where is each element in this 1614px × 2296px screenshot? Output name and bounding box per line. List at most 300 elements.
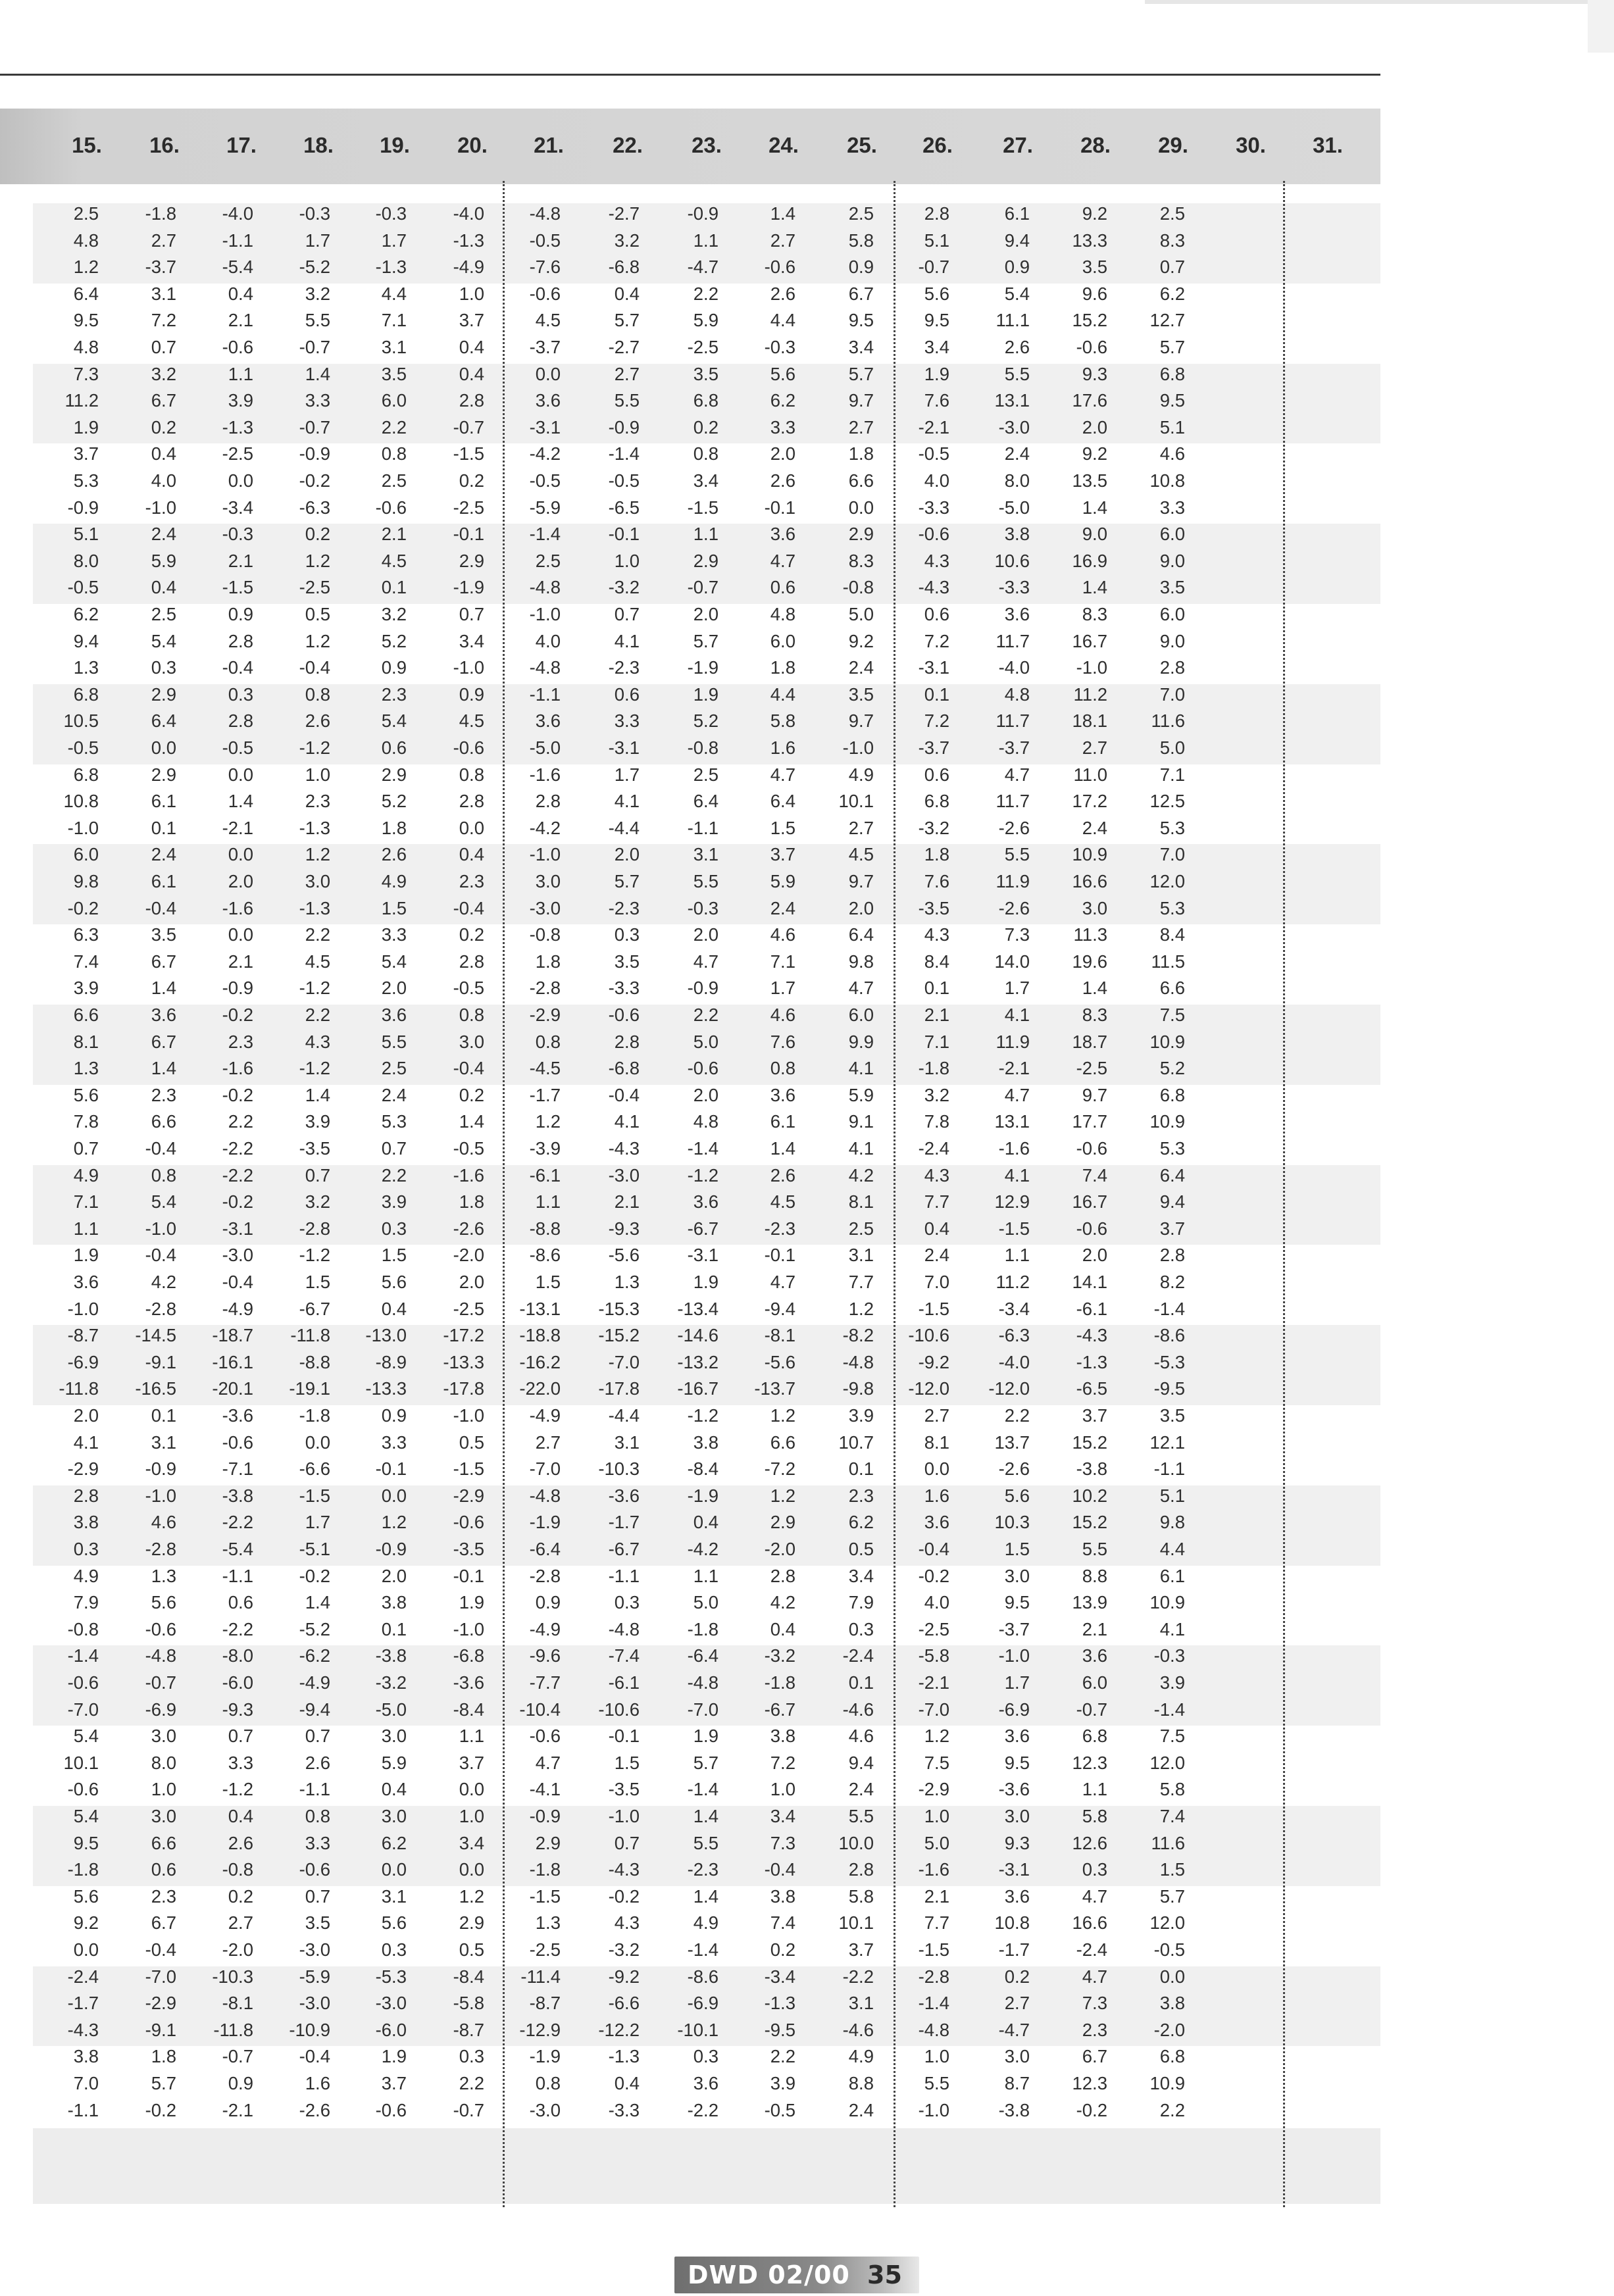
table-cell: -1.0 xyxy=(608,1806,640,1826)
table-cell: -1.4 xyxy=(687,1779,719,1800)
table-footer-band xyxy=(33,2128,1380,2204)
table-cell: -0.1 xyxy=(375,1459,407,1480)
table-cell: 0.3 xyxy=(381,1218,407,1239)
table-cell: -0.5 xyxy=(222,737,253,758)
table-cell: 9.5 xyxy=(73,310,99,331)
table-cell: 3.7 xyxy=(459,310,484,331)
table-cell: -0.9 xyxy=(299,443,330,464)
table-cell: 1.4 xyxy=(1082,577,1107,598)
table-cell: 3.0 xyxy=(151,1726,176,1747)
table-cell: -0.5 xyxy=(67,577,99,598)
table-cell: -1.0 xyxy=(918,2099,949,2120)
table-cell: -0.8 xyxy=(687,737,719,758)
table-cell: -18.7 xyxy=(212,1325,253,1346)
table-cell: 2.3 xyxy=(381,684,407,705)
table-cell: -2.7 xyxy=(608,337,640,357)
table-cell: -0.7 xyxy=(222,2046,253,2067)
table-cell: 2.5 xyxy=(381,470,407,491)
table-cell: 16.6 xyxy=(1072,871,1107,891)
table-cell: -6.3 xyxy=(299,497,330,518)
table-cell: 1.5 xyxy=(1159,1859,1185,1880)
table-cell: 2.7 xyxy=(770,230,795,251)
table-cell: -0.2 xyxy=(918,1565,949,1586)
table-cell: 3.6 xyxy=(770,524,795,545)
table-cell: 3.7 xyxy=(73,443,99,464)
table-cell: 1.5 xyxy=(770,817,795,838)
table-cell: 7.7 xyxy=(848,1272,874,1292)
table-cell: -0.3 xyxy=(764,337,795,357)
table-cell: 5.7 xyxy=(848,363,874,384)
table-cell: -1.1 xyxy=(608,1565,640,1586)
table-cell: -6.7 xyxy=(299,1298,330,1319)
table-cell: -6.5 xyxy=(1076,1378,1107,1399)
table-cell: -0.8 xyxy=(529,924,561,945)
table-cell: -1.0 xyxy=(145,1485,176,1506)
table-cell: 2.8 xyxy=(770,1565,795,1586)
table-cell: -2.1 xyxy=(222,817,253,838)
table-cell: 3.4 xyxy=(924,337,949,357)
table-cell: 6.8 xyxy=(73,764,99,785)
table-cell: 1.0 xyxy=(305,764,330,785)
table-cell: 6.8 xyxy=(1159,363,1185,384)
table-cell: 0.4 xyxy=(381,1298,407,1319)
table-cell: 2.1 xyxy=(1082,1618,1107,1639)
table-cell: 1.0 xyxy=(614,550,640,571)
table-cell: 0.1 xyxy=(381,577,407,598)
table-cell: 0.2 xyxy=(770,1939,795,1960)
table-cell: -2.2 xyxy=(687,2099,719,2120)
table-cell: 4.6 xyxy=(770,924,795,945)
table-cell: 2.6 xyxy=(305,1752,330,1773)
table-cell: 0.4 xyxy=(228,1806,253,1826)
table-cell: 3.2 xyxy=(614,230,640,251)
table-cell: 3.5 xyxy=(1159,577,1185,598)
table-cell: -0.8 xyxy=(222,1859,253,1880)
table-cell: 0.6 xyxy=(924,604,949,624)
table-cell: -2.6 xyxy=(998,1459,1030,1480)
table-cell: -3.4 xyxy=(998,1298,1030,1319)
table-cell: 1.8 xyxy=(459,1191,484,1212)
table-cell: -10.6 xyxy=(908,1325,949,1346)
table-cell: 17.7 xyxy=(1072,1111,1107,1132)
table-cell: 2.7 xyxy=(535,1432,561,1453)
table-cell: -2.0 xyxy=(1153,2019,1185,2040)
table-cell: -3.8 xyxy=(375,1645,407,1666)
table-cell: 5.9 xyxy=(770,871,795,891)
day-header-26: 26. xyxy=(922,133,953,157)
table-cell: 0.0 xyxy=(924,1459,949,1480)
table-cell: 2.0 xyxy=(693,924,719,945)
table-cell: -2.1 xyxy=(998,1058,1030,1079)
table-cell: -13.2 xyxy=(677,1351,719,1372)
table-cell: -4.9 xyxy=(222,1298,253,1319)
table-cell: 3.8 xyxy=(693,1432,719,1453)
day-header-21: 21. xyxy=(534,133,564,157)
table-cell: -0.6 xyxy=(145,1618,176,1639)
table-cell: 6.1 xyxy=(1004,203,1030,224)
table-cell: -2.8 xyxy=(918,1966,949,1987)
table-cell: -4.8 xyxy=(529,1485,561,1506)
table-cell: 5.7 xyxy=(693,1752,719,1773)
table-cell: 0.9 xyxy=(535,1592,561,1613)
table-cell: 1.9 xyxy=(381,2046,407,2067)
table-cell: 9.5 xyxy=(924,310,949,331)
table-cell: 13.3 xyxy=(1072,230,1107,251)
table-cell: 5.0 xyxy=(1159,737,1185,758)
table-cell: 4.5 xyxy=(381,550,407,571)
table-cell: 1.3 xyxy=(73,657,99,678)
table-cell: 3.7 xyxy=(1082,1405,1107,1426)
table-cell: -2.5 xyxy=(1076,1058,1107,1079)
table-cell: 5.5 xyxy=(924,2073,949,2093)
table-cell: 6.0 xyxy=(1159,524,1185,545)
table-cell: -1.8 xyxy=(529,1859,561,1880)
table-cell: 2.2 xyxy=(1159,2099,1185,2120)
table-cell: -10.9 xyxy=(289,2019,330,2040)
table-cell: 0.0 xyxy=(459,1779,484,1800)
table-cell: 1.4 xyxy=(1082,978,1107,999)
table-cell: 3.8 xyxy=(1159,1993,1185,2014)
table-cell: -1.0 xyxy=(453,657,484,678)
table-cell: -9.8 xyxy=(842,1378,874,1399)
table-cell: 2.6 xyxy=(770,470,795,491)
table-cell: 7.6 xyxy=(770,1031,795,1052)
table-cell: 11.5 xyxy=(1151,951,1185,972)
table-cell: -4.9 xyxy=(299,1672,330,1693)
table-cell: -0.6 xyxy=(1076,337,1107,357)
table-cell: 5.8 xyxy=(848,230,874,251)
table-cell: -4.7 xyxy=(687,257,719,278)
table-cell: 5.2 xyxy=(381,791,407,812)
table-cell: -0.7 xyxy=(453,416,484,437)
table-cell: 3.5 xyxy=(693,363,719,384)
table-cell: -0.6 xyxy=(67,1779,99,1800)
table-cell: 8.0 xyxy=(1004,470,1030,491)
table-cell: -4.6 xyxy=(842,2019,874,2040)
table-cell: 0.7 xyxy=(228,1726,253,1747)
table-cell: -15.2 xyxy=(598,1325,640,1346)
table-cell: 3.6 xyxy=(535,390,561,411)
table-cell: -3.0 xyxy=(998,416,1030,437)
day-header-23: 23. xyxy=(692,133,722,157)
table-cell: 11.2 xyxy=(996,1272,1030,1292)
table-cell: -2.3 xyxy=(608,897,640,918)
table-cell: -2.5 xyxy=(222,443,253,464)
table-cell: 2.4 xyxy=(848,2099,874,2120)
table-cell: 2.2 xyxy=(693,283,719,304)
table-cell: 8.8 xyxy=(848,2073,874,2093)
table-cell: 6.6 xyxy=(1159,978,1185,999)
day-header-19: 19. xyxy=(380,133,410,157)
table-cell: 5.0 xyxy=(693,1031,719,1052)
table-cell: 16.7 xyxy=(1072,630,1107,651)
day-header-20: 20. xyxy=(457,133,488,157)
table-cell: -4.8 xyxy=(687,1672,719,1693)
table-cell: -0.7 xyxy=(145,1672,176,1693)
table-cell: 0.5 xyxy=(305,604,330,624)
table-cell: 4.6 xyxy=(1159,443,1185,464)
table-cell: 6.0 xyxy=(1082,1672,1107,1693)
table-cell: -5.4 xyxy=(222,257,253,278)
table-cell: -0.7 xyxy=(299,337,330,357)
table-cell: 1.4 xyxy=(459,1111,484,1132)
table-cell: -3.4 xyxy=(222,497,253,518)
table-cell: 1.7 xyxy=(381,230,407,251)
table-cell: -2.6 xyxy=(998,897,1030,918)
table-cell: -2.2 xyxy=(842,1966,874,1987)
table-cell: 3.7 xyxy=(848,1939,874,1960)
table-cell: 8.0 xyxy=(151,1752,176,1773)
table-cell: 2.5 xyxy=(848,203,874,224)
table-cell: -12.2 xyxy=(598,2019,640,2040)
table-cell: -5.8 xyxy=(453,1993,484,2014)
table-cell: -0.1 xyxy=(608,1726,640,1747)
table-cell: -13.3 xyxy=(443,1351,484,1372)
table-cell: 2.2 xyxy=(228,1111,253,1132)
table-cell: 13.5 xyxy=(1072,470,1107,491)
table-cell: 3.7 xyxy=(459,1752,484,1773)
table-cell: 3.7 xyxy=(770,844,795,865)
table-cell: -10.6 xyxy=(598,1699,640,1720)
table-cell: -6.7 xyxy=(764,1699,795,1720)
table-cell: -1.4 xyxy=(1153,1298,1185,1319)
publication-label: DWD 02/00 xyxy=(688,2260,850,2289)
table-cell: 7.4 xyxy=(1082,1164,1107,1185)
table-cell: -6.0 xyxy=(222,1672,253,1693)
table-cell: 1.5 xyxy=(305,1272,330,1292)
table-cell: -0.4 xyxy=(145,1138,176,1159)
table-cell: -3.0 xyxy=(222,1245,253,1266)
table-cell: 2.7 xyxy=(228,1912,253,1934)
day-header-29: 29. xyxy=(1158,133,1188,157)
table-cell: -2.4 xyxy=(918,1138,949,1159)
table-cell: -0.4 xyxy=(222,1272,253,1292)
table-cell: 3.3 xyxy=(614,711,640,732)
table-cell: -11.8 xyxy=(213,2019,253,2040)
table-cell: -2.7 xyxy=(608,203,640,224)
table-cell: 13.9 xyxy=(1072,1592,1107,1613)
table-cell: 2.8 xyxy=(459,791,484,812)
table-cell: 18.7 xyxy=(1072,1031,1107,1052)
table-cell: 0.0 xyxy=(228,844,253,865)
table-cell: 1.3 xyxy=(151,1565,176,1586)
table-cell: 3.7 xyxy=(1159,1218,1185,1239)
table-cell: 2.4 xyxy=(848,657,874,678)
table-cell: -1.5 xyxy=(918,1939,949,1960)
table-cell: 6.7 xyxy=(151,951,176,972)
table-cell: 1.0 xyxy=(459,283,484,304)
table-cell: 2.9 xyxy=(459,550,484,571)
day-header-24: 24. xyxy=(769,133,799,157)
table-cell: -0.6 xyxy=(1076,1218,1107,1239)
table-cell: 1.8 xyxy=(848,443,874,464)
table-cell: 5.7 xyxy=(1159,337,1185,357)
table-cell: 9.2 xyxy=(73,1912,99,1934)
table-cell: -6.4 xyxy=(687,1645,719,1666)
table-cell: -3.0 xyxy=(608,1164,640,1185)
table-cell: 3.6 xyxy=(693,2073,719,2093)
table-cell: 3.4 xyxy=(459,630,484,651)
table-cell: -5.9 xyxy=(299,1966,330,1987)
table-cell: 5.6 xyxy=(381,1912,407,1934)
table-cell: -2.5 xyxy=(529,1939,561,1960)
table-cell: -2.2 xyxy=(222,1138,253,1159)
table-cell: 2.9 xyxy=(535,1832,561,1853)
table-cell: 0.8 xyxy=(151,1164,176,1185)
table-cell: 4.0 xyxy=(535,630,561,651)
table-cell: 2.6 xyxy=(305,711,330,732)
table-cell: 4.7 xyxy=(1082,1966,1107,1987)
table-cell: -0.6 xyxy=(453,1512,484,1533)
day-header-28: 28. xyxy=(1080,133,1111,157)
table-cell: 2.9 xyxy=(459,1912,484,1934)
table-cell: -2.0 xyxy=(453,1245,484,1266)
table-cell: -5.1 xyxy=(299,1539,330,1559)
table-cell: -0.2 xyxy=(222,1084,253,1105)
table-cell: 6.8 xyxy=(1159,2046,1185,2067)
table-cell: -0.6 xyxy=(918,524,949,545)
table-cell: -1.3 xyxy=(299,817,330,838)
table-cell: -3.2 xyxy=(918,817,949,838)
table-cell: -1.6 xyxy=(918,1859,949,1880)
table-cell: 4.7 xyxy=(770,764,795,785)
table-cell: 4.6 xyxy=(770,1005,795,1025)
table-cell: -2.9 xyxy=(453,1485,484,1506)
table-cell: 5.5 xyxy=(1004,844,1030,865)
table-cell: 0.4 xyxy=(614,2073,640,2093)
table-cell: 5.5 xyxy=(381,1031,407,1052)
table-cell: -3.0 xyxy=(529,2099,561,2120)
table-cell: 2.4 xyxy=(151,844,176,865)
table-cell: 11.1 xyxy=(996,310,1030,331)
table-cell: 12.0 xyxy=(1149,1752,1185,1773)
table-cell: 0.4 xyxy=(459,337,484,357)
table-cell: -3.5 xyxy=(608,1779,640,1800)
table-cell: -0.5 xyxy=(529,230,561,251)
table-cell: 7.9 xyxy=(848,1592,874,1613)
table-cell: 3.5 xyxy=(1082,257,1107,278)
table-cell: 0.8 xyxy=(305,1806,330,1826)
table-cell: 1.3 xyxy=(614,1272,640,1292)
table-cell: -8.1 xyxy=(222,1993,253,2014)
table-cell: 4.8 xyxy=(73,230,99,251)
table-cell: 1.2 xyxy=(73,257,99,278)
table-cell: 7.5 xyxy=(1159,1005,1185,1025)
table-cell: 5.7 xyxy=(151,2073,176,2093)
table-cell: -6.4 xyxy=(529,1539,561,1559)
table-cell: 11.2 xyxy=(64,390,99,411)
table-cell: 3.5 xyxy=(1159,1405,1185,1426)
table-cell: 0.2 xyxy=(459,1084,484,1105)
table-cell: 3.1 xyxy=(848,1245,874,1266)
table-cell: -1.1 xyxy=(67,2099,99,2120)
table-cell: 1.4 xyxy=(770,1138,795,1159)
table-cell: 3.0 xyxy=(459,1031,484,1052)
table-cell: 4.1 xyxy=(73,1432,99,1453)
table-cell: 8.3 xyxy=(848,550,874,571)
table-cell: 3.7 xyxy=(381,2073,407,2093)
table-cell: 0.3 xyxy=(151,657,176,678)
table-cell: 11.9 xyxy=(996,871,1030,891)
table-cell: 3.9 xyxy=(381,1191,407,1212)
table-cell: 0.1 xyxy=(151,1405,176,1426)
table-cell: 4.3 xyxy=(924,550,949,571)
table-cell: -4.5 xyxy=(529,1058,561,1079)
table-cell: 5.8 xyxy=(1159,1779,1185,1800)
table-cell: -1.5 xyxy=(299,1485,330,1506)
table-cell: -13.7 xyxy=(754,1378,795,1399)
table-cell: 9.3 xyxy=(1004,1832,1030,1853)
table-cell: 4.2 xyxy=(770,1592,795,1613)
table-cell: 4.7 xyxy=(770,1272,795,1292)
table-cell: -7.0 xyxy=(687,1699,719,1720)
table-cell: 1.4 xyxy=(228,791,253,812)
table-cell: -1.0 xyxy=(453,1405,484,1426)
table-cell: 5.3 xyxy=(1159,897,1185,918)
table-cell: 4.9 xyxy=(848,2046,874,2067)
table-cell: 3.2 xyxy=(305,283,330,304)
table-cell: 2.0 xyxy=(693,604,719,624)
table-cell: -2.6 xyxy=(998,817,1030,838)
table-cell: 1.6 xyxy=(770,737,795,758)
table-cell: 3.2 xyxy=(381,604,407,624)
table-cell: 10.9 xyxy=(1072,844,1107,865)
table-cell: 2.5 xyxy=(381,1058,407,1079)
table-cell: -1.1 xyxy=(529,684,561,705)
table-cell: 3.9 xyxy=(305,1111,330,1132)
table-cell: -0.4 xyxy=(764,1859,795,1880)
table-cell: 7.0 xyxy=(924,1272,949,1292)
table-cell: -10.3 xyxy=(598,1459,640,1480)
table-cell: 4.8 xyxy=(693,1111,719,1132)
table-cell: 0.2 xyxy=(459,470,484,491)
table-cell: -1.7 xyxy=(998,1939,1030,1960)
table-cell: -0.4 xyxy=(918,1539,949,1559)
table-cell: 1.5 xyxy=(535,1272,561,1292)
table-cell: 10.5 xyxy=(63,711,99,732)
table-cell: 1.9 xyxy=(693,1726,719,1747)
table-cell: -1.2 xyxy=(687,1164,719,1185)
table-cell: 2.4 xyxy=(848,1779,874,1800)
table-cell: -6.9 xyxy=(687,1993,719,2014)
table-cell: 2.9 xyxy=(151,684,176,705)
table-cell: 9.7 xyxy=(848,871,874,891)
table-cell: 1.0 xyxy=(151,1779,176,1800)
table-cell: 2.6 xyxy=(770,1164,795,1185)
table-cell: 1.1 xyxy=(693,230,719,251)
table-cell: -2.1 xyxy=(918,416,949,437)
table-cell: 12.3 xyxy=(1072,2073,1107,2093)
table-cell: -2.4 xyxy=(842,1645,874,1666)
table-cell: 4.7 xyxy=(1082,1885,1107,1907)
table-cell: 2.9 xyxy=(151,764,176,785)
table-cell: 7.3 xyxy=(73,363,99,384)
table-cell: -0.7 xyxy=(1076,1699,1107,1720)
table-cell: 0.3 xyxy=(614,1592,640,1613)
table-cell: -0.6 xyxy=(375,497,407,518)
table-cell: -1.0 xyxy=(529,844,561,865)
table-cell: -14.6 xyxy=(677,1325,719,1346)
table-cell: 2.3 xyxy=(228,1031,253,1052)
table-cell: 1.7 xyxy=(1004,978,1030,999)
table-cell: 1.4 xyxy=(1082,497,1107,518)
table-cell: -0.9 xyxy=(608,416,640,437)
table-cell: -1.8 xyxy=(918,1058,949,1079)
table-cell: 8.4 xyxy=(1159,924,1185,945)
table-cell: 4.3 xyxy=(924,924,949,945)
table-cell: 7.9 xyxy=(73,1592,99,1613)
table-cell: 1.2 xyxy=(305,550,330,571)
